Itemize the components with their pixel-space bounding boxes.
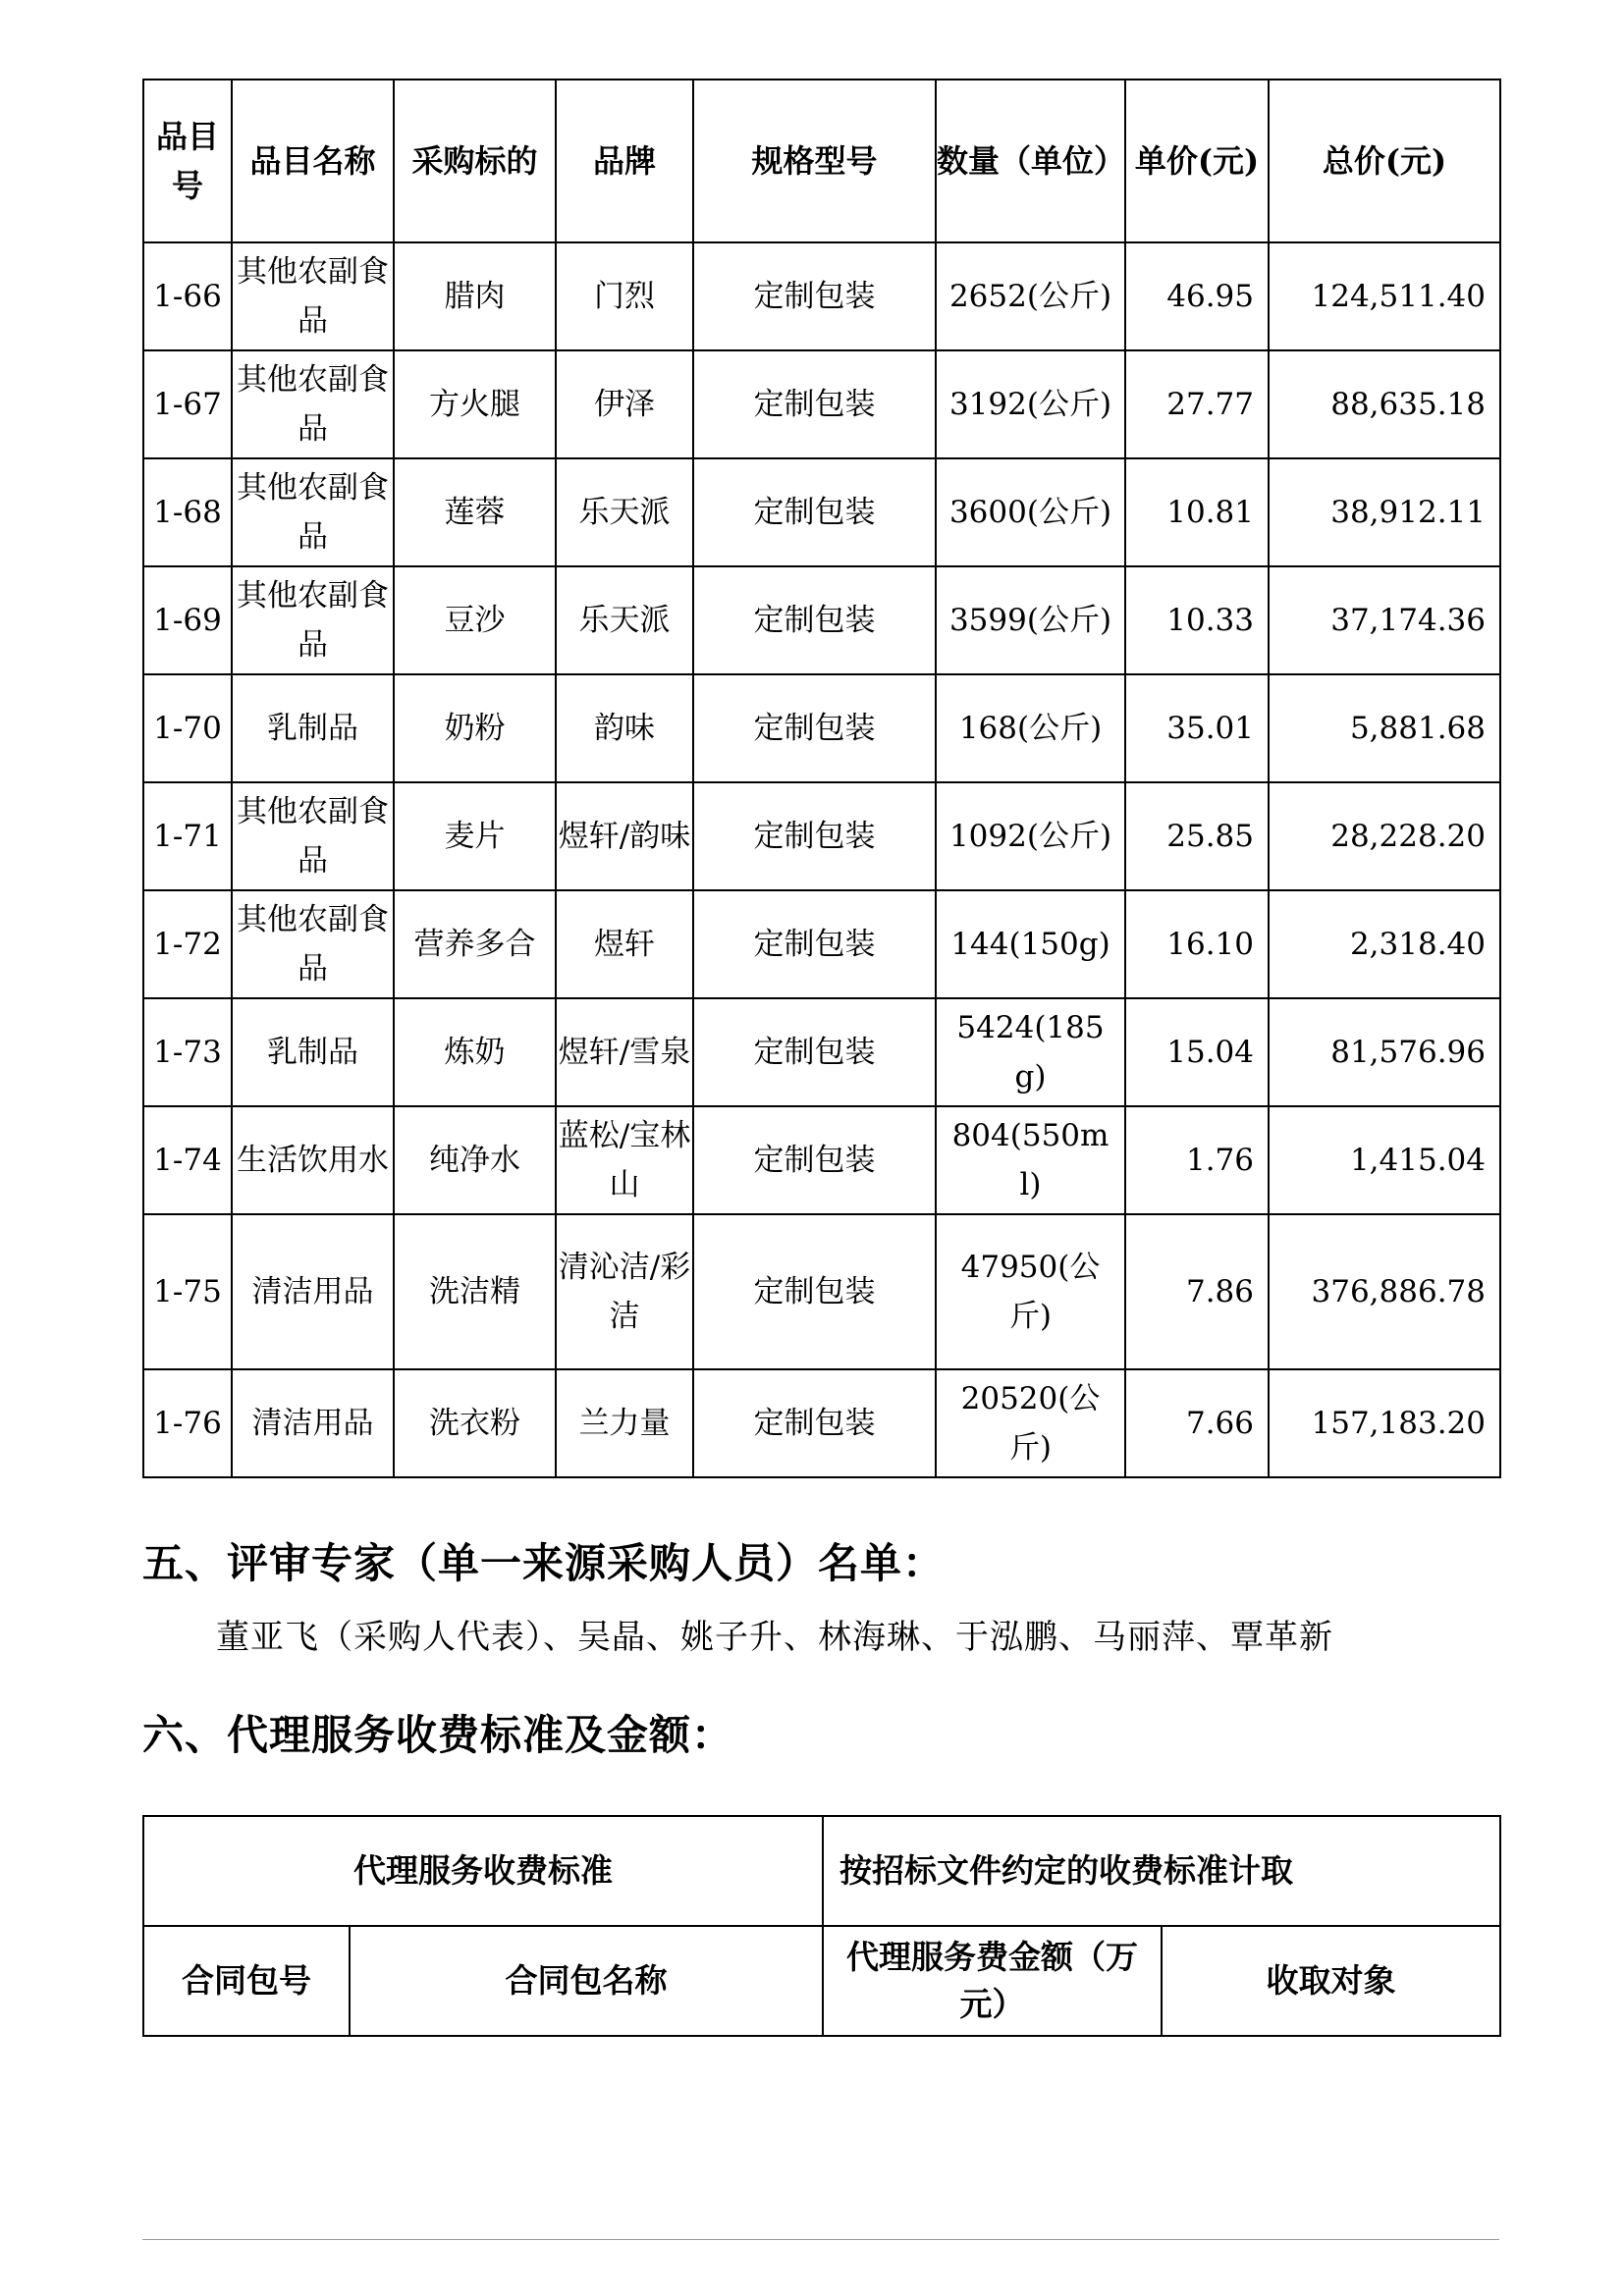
cell-brand: 煜轩/韵味: [556, 782, 693, 890]
cell-qty: 20520(公斤): [936, 1369, 1125, 1477]
cell-item: 奶粉: [394, 674, 556, 782]
cell-unit-price: 7.86: [1125, 1214, 1269, 1369]
cell-qty: 2652(公斤): [936, 242, 1125, 350]
cell-category: 清洁用品: [232, 1369, 394, 1477]
cell-item-no: 1-66: [143, 242, 232, 350]
table-row: [143, 566, 1500, 674]
fee-col-package-no: 合同包号: [143, 1926, 350, 2036]
cell-brand: 伊泽: [556, 350, 693, 458]
cell-unit-price: 46.95: [1125, 242, 1269, 350]
cell-total: 28,228.20: [1269, 782, 1500, 890]
cell-category: 其他农副食品: [232, 242, 394, 350]
cell-total: 2,318.40: [1269, 890, 1500, 998]
cell-category: 其他农副食品: [232, 890, 394, 998]
cell-unit-price: 35.01: [1125, 674, 1269, 782]
cell-item-no: 1-72: [143, 890, 232, 998]
cell-item-no: 1-71: [143, 782, 232, 890]
header-brand: 品牌: [556, 80, 693, 242]
cell-brand: 乐天派: [556, 458, 693, 566]
cell-brand: 兰力量: [556, 1369, 693, 1477]
header-total: 总价(元): [1269, 80, 1500, 242]
cell-item: 麦片: [394, 782, 556, 890]
cell-category: 生活饮用水: [232, 1106, 394, 1214]
cell-qty: 3600(公斤): [936, 458, 1125, 566]
cell-brand: 蓝松/宝林山: [556, 1106, 693, 1214]
section5-heading: 五、评审专家（单一来源采购人员）名单：: [142, 1539, 946, 1587]
cell-item-no: 1-74: [143, 1106, 232, 1214]
cell-spec: 定制包装: [693, 242, 936, 350]
cell-total: 124,511.40: [1269, 242, 1500, 350]
cell-total: 157,183.20: [1269, 1369, 1500, 1477]
items-table: [142, 79, 1501, 1478]
table-row: [143, 782, 1500, 890]
fee-table: [142, 1815, 1501, 2037]
cell-unit-price: 10.81: [1125, 458, 1269, 566]
cell-total: 5,881.68: [1269, 674, 1500, 782]
header-qty: 数量（单位）: [936, 80, 1125, 242]
cell-item: 纯净水: [394, 1106, 556, 1214]
cell-item: 莲蓉: [394, 458, 556, 566]
cell-category: 其他农副食品: [232, 566, 394, 674]
cell-item-no: 1-67: [143, 350, 232, 458]
cell-item-no: 1-68: [143, 458, 232, 566]
cell-total: 38,912.11: [1269, 458, 1500, 566]
cell-item: 腊肉: [394, 242, 556, 350]
cell-brand: 乐天派: [556, 566, 693, 674]
cell-unit-price: 27.77: [1125, 350, 1269, 458]
cell-item: 洗洁精: [394, 1214, 556, 1369]
cell-spec: 定制包装: [693, 998, 936, 1106]
header-category: 品目名称: [232, 80, 394, 242]
fee-header-row: [143, 1926, 1500, 2036]
table-row: [143, 1106, 1500, 1214]
table-row: [143, 1214, 1500, 1369]
cell-spec: 定制包装: [693, 782, 936, 890]
cell-unit-price: 25.85: [1125, 782, 1269, 890]
table-row: [143, 998, 1500, 1106]
cell-qty: 144(150g): [936, 890, 1125, 998]
cell-spec: 定制包装: [693, 458, 936, 566]
cell-qty: 5424(185g): [936, 998, 1125, 1106]
cell-category: 清洁用品: [232, 1214, 394, 1369]
cell-spec: 定制包装: [693, 674, 936, 782]
table-row: [143, 350, 1500, 458]
header-item-no: 品目号: [143, 80, 232, 242]
cell-qty: 47950(公斤): [936, 1214, 1125, 1369]
fee-standard-row: [143, 1816, 1500, 1926]
cell-brand: 煜轩/雪泉: [556, 998, 693, 1106]
cell-item: 方火腿: [394, 350, 556, 458]
cell-category: 乳制品: [232, 674, 394, 782]
cell-brand: 清沁洁/彩洁: [556, 1214, 693, 1369]
cell-item-no: 1-73: [143, 998, 232, 1106]
cell-spec: 定制包装: [693, 890, 936, 998]
header-item: 采购标的: [394, 80, 556, 242]
cell-item: 洗衣粉: [394, 1369, 556, 1477]
fee-standard-value: 按招标文件约定的收费标准计取: [823, 1816, 1500, 1926]
cell-item-no: 1-69: [143, 566, 232, 674]
cell-total: 37,174.36: [1269, 566, 1500, 674]
table-row: [143, 890, 1500, 998]
cell-spec: 定制包装: [693, 1369, 936, 1477]
cell-item-no: 1-75: [143, 1214, 232, 1369]
cell-total: 88,635.18: [1269, 350, 1500, 458]
cell-category: 其他农副食品: [232, 782, 394, 890]
cell-item-no: 1-70: [143, 674, 232, 782]
cell-qty: 804(550ml): [936, 1106, 1125, 1214]
cell-total: 1,415.04: [1269, 1106, 1500, 1214]
table-row: [143, 1369, 1500, 1477]
cell-spec: 定制包装: [693, 1214, 936, 1369]
cell-category: 乳制品: [232, 998, 394, 1106]
header-spec: 规格型号: [693, 80, 936, 242]
fee-col-payer: 收取对象: [1162, 1926, 1500, 2036]
cell-brand: 煜轩: [556, 890, 693, 998]
cell-qty: 1092(公斤): [936, 782, 1125, 890]
table-row: [143, 242, 1500, 350]
fee-col-fee-amount: 代理服务费金额（万元）: [823, 1926, 1162, 2036]
table-row: [143, 674, 1500, 782]
cell-unit-price: 10.33: [1125, 566, 1269, 674]
cell-total: 376,886.78: [1269, 1214, 1500, 1369]
fee-standard-label: 代理服务收费标准: [143, 1816, 823, 1926]
cell-item-no: 1-76: [143, 1369, 232, 1477]
section6-heading: 六、代理服务收费标准及金额：: [142, 1711, 734, 1759]
table-row: [143, 458, 1500, 566]
cell-unit-price: 16.10: [1125, 890, 1269, 998]
table-header-row: [143, 80, 1500, 242]
fee-col-package-name: 合同包名称: [350, 1926, 823, 2036]
cell-brand: 门烈: [556, 242, 693, 350]
cell-unit-price: 7.66: [1125, 1369, 1269, 1477]
cell-unit-price: 15.04: [1125, 998, 1269, 1106]
items-table-body: [143, 242, 1500, 1477]
footer-divider: [142, 2239, 1499, 2240]
cell-qty: 3599(公斤): [936, 566, 1125, 674]
cell-category: 其他农副食品: [232, 458, 394, 566]
experts-list: 董亚飞（采购人代表）、吴晶、姚子升、林海琳、于泓鹏、马丽萍、覃革新: [216, 1618, 1333, 1657]
cell-spec: 定制包装: [693, 566, 936, 674]
cell-qty: 3192(公斤): [936, 350, 1125, 458]
cell-qty: 168(公斤): [936, 674, 1125, 782]
cell-item: 豆沙: [394, 566, 556, 674]
cell-category: 其他农副食品: [232, 350, 394, 458]
cell-item: 营养多合: [394, 890, 556, 998]
header-unit-price: 单价(元): [1125, 80, 1269, 242]
cell-unit-price: 1.76: [1125, 1106, 1269, 1214]
cell-brand: 韵味: [556, 674, 693, 782]
cell-spec: 定制包装: [693, 350, 936, 458]
cell-total: 81,576.96: [1269, 998, 1500, 1106]
cell-item: 炼奶: [394, 998, 556, 1106]
cell-spec: 定制包装: [693, 1106, 936, 1214]
